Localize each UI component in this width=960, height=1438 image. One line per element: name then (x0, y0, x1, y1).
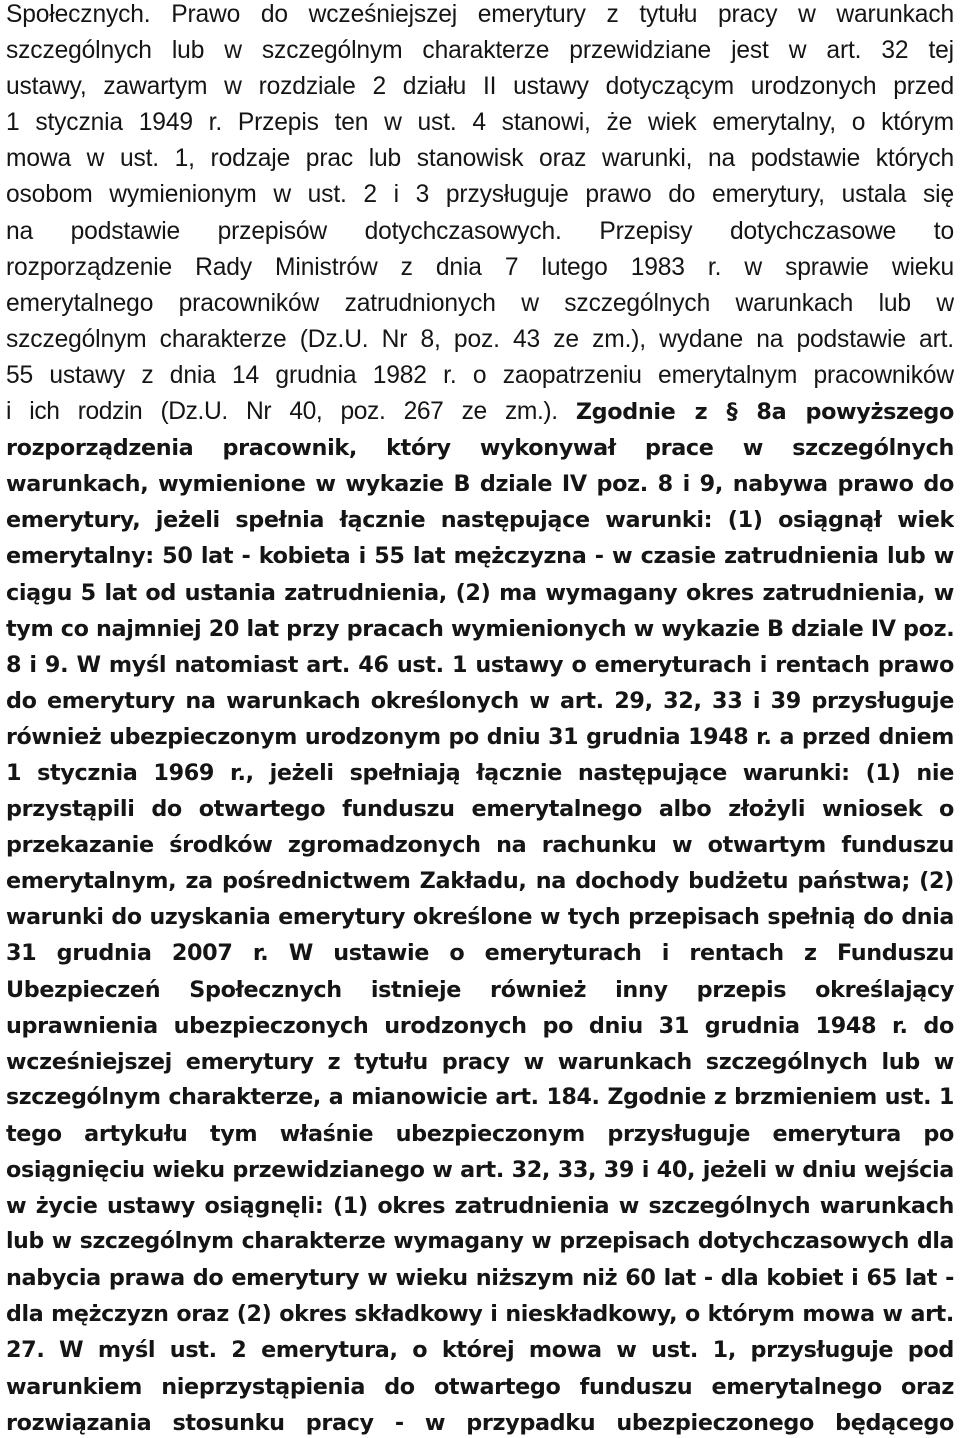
text-line: rozporządzenie Rady Ministrów z dnia 7 lutego 1983 r. w sprawie wieku (6, 253, 954, 281)
text-line-bold: rozporządzenia pracownik, który wykonywał prace w szczególnych (6, 435, 954, 462)
text-line-bold: tego artykułu tym właśnie ubezpieczonym przysługuje emerytura po (6, 1120, 954, 1147)
text-line-bold: również ubezpieczonym urodzonym po dniu 31 grudnia 1948 r. a przed dniem (6, 723, 954, 750)
text-line: osobom wymienionym w ust. 2 i 3 przysługuje prawo do emerytury, ustala się (6, 181, 954, 209)
text-line-bold: nabycia prawa do emerytury w wieku niższym niż 60 lat - dla kobiet i 65 lat - (6, 1265, 954, 1292)
text-line-bold: emerytalny: 50 lat - kobieta i 55 lat mężczyzna - w czasie zatrudnienia lub w (6, 543, 954, 570)
text-line-bold: emerytalnym, za pośrednictwem Zakładu, na dochody budżetu państwa; (2) (6, 868, 954, 895)
text-line: 55 ustawy z dnia 14 grudnia 1982 r. o zaopatrzeniu emerytalnym pracowników (6, 361, 954, 389)
text-line-bold: 1 stycznia 1969 r., jeżeli spełniają łącznie następujące warunki: (1) nie (6, 759, 954, 786)
text-line-bold: ciągu 5 lat od ustania zatrudnienia, (2) ma wymagany okres zatrudnienia, w (6, 579, 954, 606)
text-line-bold: przekazanie środków zgromadzonych na rachunku w otwartym funduszu (6, 832, 954, 859)
text-line-bold: tym co najmniej 20 lat przy pracach wymienionych w wykazie B dziale IV poz. (6, 615, 954, 642)
text-line: szczególnym charakterze (Dz.U. Nr 8, poz. 43 ze zm.), wydane na podstawie art. (6, 325, 954, 353)
text-line-bold: warunkach, wymienione w wykazie B dziale IV poz. 8 i 9, nabywa prawo do (6, 471, 954, 498)
text-line-bold: uprawnienia ubezpieczonych urodzonych po dniu 31 grudnia 1948 r. do (6, 1012, 954, 1039)
text-line: Społecznych. Prawo do wcześniejszej emerytury z tytułu pracy w warunkach (6, 1, 954, 28)
text-line-bold: lub w szczególnym charakterze wymagany w przepisach dotychczasowych dla (6, 1229, 954, 1255)
text-segment-bold: Zgodnie z § 8a powyższego (575, 399, 954, 426)
text-line-bold: osiągnięciu wieku przewidzianego w art. 32, 33, 39 i 40, jeżeli w dniu wejścia (6, 1157, 954, 1183)
text-line-bold: dla mężczyzn oraz (2) okres składkowy i nieskładkowy, o którym mowa w art. (6, 1301, 954, 1328)
text-line: szczególnych lub w szczególnym charakterze przewidziane jest w art. 32 tej (6, 37, 954, 65)
text-line-bold: do emerytury na warunkach określonych w art. 29, 32, 33 i 39 przysługuje (6, 687, 954, 714)
text-line: 1 stycznia 1949 r. Przepis ten w ust. 4 stanowi, że wiek emerytalny, o którym (6, 109, 954, 137)
text-line-bold: warunki do uzyskania emerytury określone w tych przepisach spełnią do dnia (6, 904, 954, 931)
text-line-bold: szczególnym charakterze, a mianowicie art. 184. Zgodnie z brzmieniem ust. 1 (6, 1084, 954, 1110)
text-line: na podstawie przepisów dotychczasowych. Przepisy dotychczasowe to (6, 217, 954, 245)
text-line-bold: warunkiem nieprzystąpienia do otwartego funduszu emerytalnego oraz (6, 1373, 954, 1400)
text-line: emerytalnego pracowników zatrudnionych w szczególnych warunkach lub w (6, 289, 954, 317)
text-line-bold: 8 i 9. W myśl natomiast art. 46 ust. 1 ustawy o emeryturach i rentach prawo (6, 651, 954, 678)
text-line-mixed (6, 394, 954, 430)
text-line: ustawy, zawartym w rozdziale 2 działu II ustawy dotyczącym urodzonych przed (6, 73, 954, 101)
text-line-bold: Ubezpieczeń Społecznych istnieje również inny przepis określający (6, 976, 954, 1003)
text-line-bold: 27. W myśl ust. 2 emerytura, o której mowa w ust. 1, przysługuje pod (6, 1337, 954, 1364)
text-line-bold: rozwiązania stosunku pracy - w przypadku ubezpieczonego będącego (6, 1409, 954, 1436)
text-line-bold: wcześniejszej emerytury z tytułu pracy w warunkach szczególnych lub w (6, 1048, 954, 1075)
text-segment-regular: i ich rodzin (Dz.U. Nr 40, poz. 267 ze zm.). (6, 398, 558, 426)
text-line-bold: przystąpili do otwartego funduszu emerytalnego albo złożyli wniosek o (6, 796, 954, 823)
text-line-bold: emerytury, jeżeli spełnia łącznie następujące warunki: (1) osiągnął wiek (6, 507, 954, 534)
text-line-bold: 31 grudnia 2007 r. W ustawie o emeryturach i rentach z Funduszu (6, 940, 954, 967)
text-line-bold: w życie ustawy osiągnęli: (1) okres zatrudnienia w szczególnych warunkach (6, 1193, 954, 1220)
text-line: mowa w ust. 1, rodzaje prac lub stanowisk oraz warunki, na podstawie których (6, 145, 954, 173)
